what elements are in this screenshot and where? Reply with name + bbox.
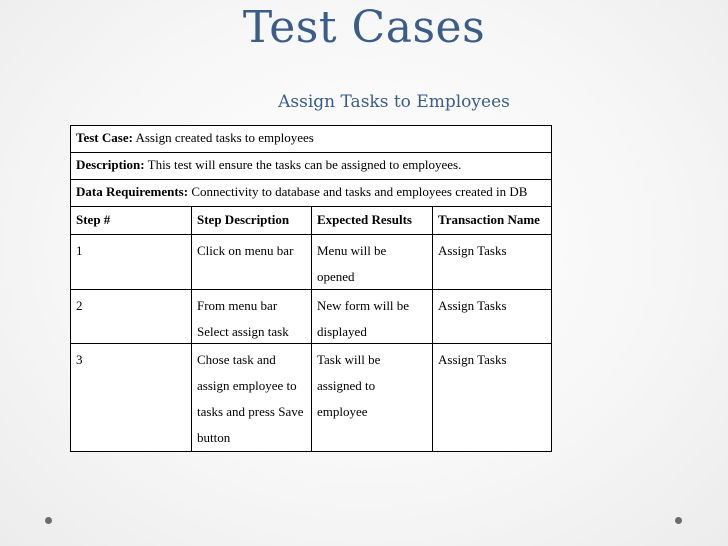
header-transaction-name: Transaction Name bbox=[438, 212, 540, 227]
expected-result-line: employee bbox=[317, 404, 368, 419]
table-row bbox=[71, 290, 551, 344]
data-requirements-value: Connectivity to database and tasks and employees created in DB bbox=[191, 184, 528, 199]
expected-result bbox=[312, 344, 433, 451]
expected-result-line: New form will be bbox=[317, 298, 410, 313]
test-case-value: Assign created tasks to employees bbox=[135, 130, 314, 145]
transaction-name: Assign Tasks bbox=[438, 352, 507, 367]
test-case-label: Test Case: bbox=[76, 130, 133, 145]
table-row bbox=[71, 235, 551, 290]
header-step: Step # bbox=[71, 207, 192, 234]
step-description-line: Chose task and bbox=[197, 352, 276, 367]
expected-result-line: displayed bbox=[317, 324, 367, 339]
expected-result-line: opened bbox=[317, 269, 355, 284]
step-description bbox=[192, 290, 312, 343]
transaction-name: Assign Tasks bbox=[438, 243, 507, 258]
description-row bbox=[71, 153, 551, 180]
expected-result bbox=[312, 290, 433, 343]
corner-dot-icon bbox=[45, 517, 52, 524]
step-description-line: button bbox=[197, 430, 231, 445]
step-number: 3 bbox=[71, 344, 192, 451]
step-description bbox=[192, 235, 312, 289]
expected-result-line: Task will be bbox=[317, 352, 381, 367]
table-header-row bbox=[71, 207, 551, 235]
slide-title: Test Cases bbox=[242, 2, 486, 53]
slide-subtitle: Assign Tasks to Employees bbox=[278, 92, 510, 112]
expected-result-line: Menu will be bbox=[317, 243, 387, 258]
test-case-row bbox=[71, 126, 551, 153]
step-description-line: assign employee to bbox=[197, 378, 297, 393]
description-value: This test will ensure the tasks can be assigned to employees. bbox=[147, 157, 462, 172]
corner-dot-icon bbox=[675, 517, 682, 524]
step-number: 2 bbox=[71, 290, 192, 343]
header-expected-results: Expected Results bbox=[312, 207, 433, 234]
expected-result-line: assigned to bbox=[317, 378, 376, 393]
header-step-description: Step Description bbox=[192, 207, 312, 234]
expected-result bbox=[312, 235, 433, 289]
data-requirements-row bbox=[71, 180, 551, 207]
transaction-name: Assign Tasks bbox=[438, 298, 507, 313]
step-description-line: Select assign task bbox=[197, 324, 289, 339]
data-requirements-label: Data Requirements: bbox=[76, 184, 189, 199]
test-case-table bbox=[70, 125, 552, 452]
table-row bbox=[71, 344, 551, 451]
description-label: Description: bbox=[76, 157, 145, 172]
step-description bbox=[192, 344, 312, 451]
step-number: 1 bbox=[71, 235, 192, 289]
step-description-line: Click on menu bar bbox=[197, 243, 294, 258]
step-description-line: tasks and press Save bbox=[197, 404, 304, 419]
step-description-line: From menu bar bbox=[197, 298, 278, 313]
